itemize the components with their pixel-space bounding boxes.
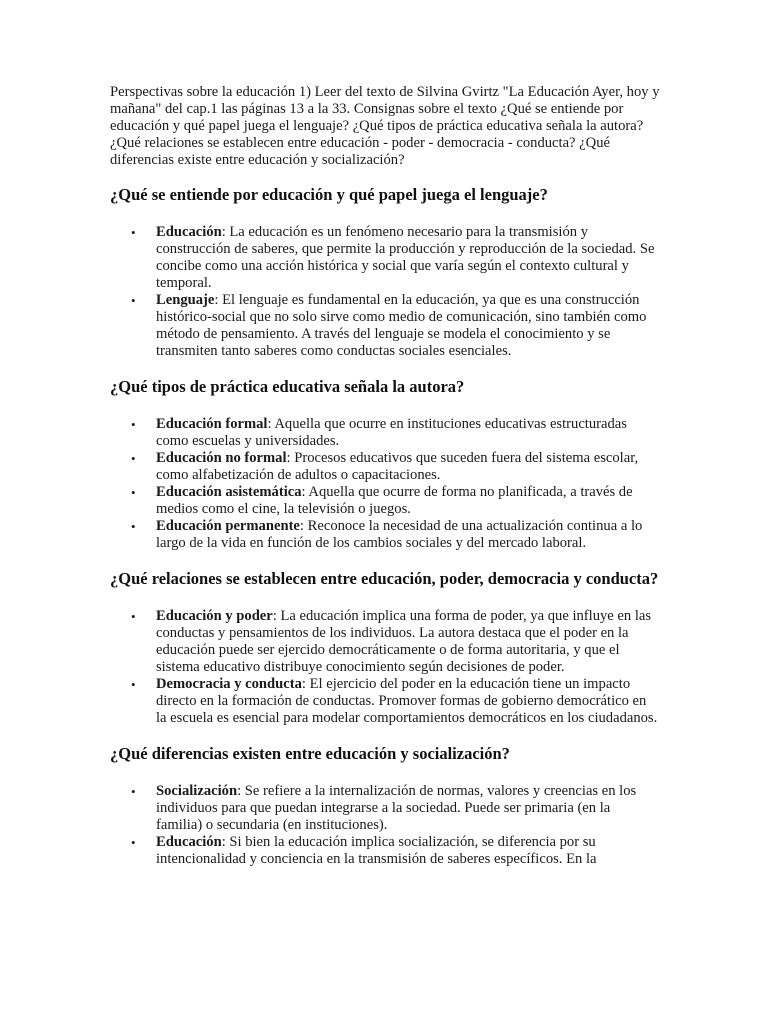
list-item-term: Socialización [156,783,238,799]
list-item-term: Educación permanente [156,518,300,534]
list-item-term: Educación y poder [156,608,273,624]
list-item [156,518,660,552]
section-list-practice-types [110,416,660,552]
list-item-term: Educación no formal [156,450,287,466]
list-item-term: Educación asistemática [156,484,302,500]
list-item-term: Educación [156,224,222,240]
list-item [156,676,660,727]
intro-paragraph: Perspectivas sobre la educación 1) Leer del texto de Silvina Gvirtz "La Educación Ayer, hoy y mañana" del cap.1 las páginas 13 a la 33. Consignas sobre el texto ¿Qué se entiende por educación y qué papel juega el lenguaje? ¿Qué tipos de práctica educativa señala la autora? ¿Qué relaciones se establecen entre educación - poder - democracia - conducta? ¿Qué diferencias existe entre educación y socialización? [110,84,660,168]
list-item [156,484,660,518]
list-item-text: : Si bien la educación implica socialización, se diferencia por su intencionalidad y conciencia en la transmisión de saberes específicos. En la [156,834,597,867]
section-list-education-language [110,224,660,360]
list-item-text: : El ejercicio del poder en la educación tiene un impacto directo en la formación de conductas. Promover formas de gobierno democrático en la escuela es esencial para modelar comportamientos democráticos en los ciudadanos. [156,676,658,726]
section-heading-education-language: ¿Qué se entiende por educación y qué papel juega el lenguaje? [110,185,548,204]
list-item [156,834,660,868]
list-item-text: : Aquella que ocurre de forma no planificada, a través de medios como el cine, la televisión o juegos. [156,484,633,517]
list-item-text: : Aquella que ocurre en instituciones educativas estructuradas como escuelas y universidades. [156,416,627,449]
list-item-term: Democracia y conducta [156,676,302,692]
list-item-term: Educación formal [156,416,268,432]
section-heading-practice-types: ¿Qué tipos de práctica educativa señala la autora? [110,377,465,396]
list-item-text: : La educación es un fenómeno necesario para la transmisión y construcción de saberes, que permite la producción y reproducción de la sociedad. Se concibe como una acción histórica y social que varía según el contexto cultural y temporal. [156,224,655,291]
list-item-term: Lenguaje [156,292,215,308]
list-item [156,608,660,676]
section-list-power-democracy [110,608,660,727]
list-item [156,224,660,292]
list-item-text: : Procesos educativos que suceden fuera del sistema escolar, como alfabetización de adultos o capacitaciones. [156,450,639,483]
list-item-term: Educación [156,834,222,850]
list-item [156,292,660,360]
list-item [156,450,660,484]
section-heading-power-democracy: ¿Qué relaciones se establecen entre educación, poder, democracia y conducta? [110,569,659,588]
list-item [156,416,660,450]
list-item [156,783,660,834]
list-item-text: : Reconoce la necesidad de una actualización continua a lo largo de la vida en función de los cambios sociales y del mercado laboral. [156,518,643,551]
section-heading-socialization: ¿Qué diferencias existen entre educación y socialización? [110,744,510,763]
list-item-text: : Se refiere a la internalización de normas, valores y creencias en los individuos para que puedan integrarse a la sociedad. Puede ser primaria (en la familia) o secundaria (en instituciones). [156,783,637,833]
list-item-text: : La educación implica una forma de poder, ya que influye en las conductas y pensamientos de los individuos. La autora destaca que el poder en la educación puede ser ejercido democráticamente o de forma autoritaria, y que el sistema educativo distribuye conocimiento según decisiones de poder. [156,608,652,675]
section-list-socialization [110,783,660,868]
list-item-text: : El lenguaje es fundamental en la educación, ya que es una construcción histórico-social que no solo sirve como medio de comunicación, sino también como método de pensamiento. A través del lenguaje se modela el conocimiento y se transmiten tanto saberes como conductas sociales esenciales. [156,292,647,359]
